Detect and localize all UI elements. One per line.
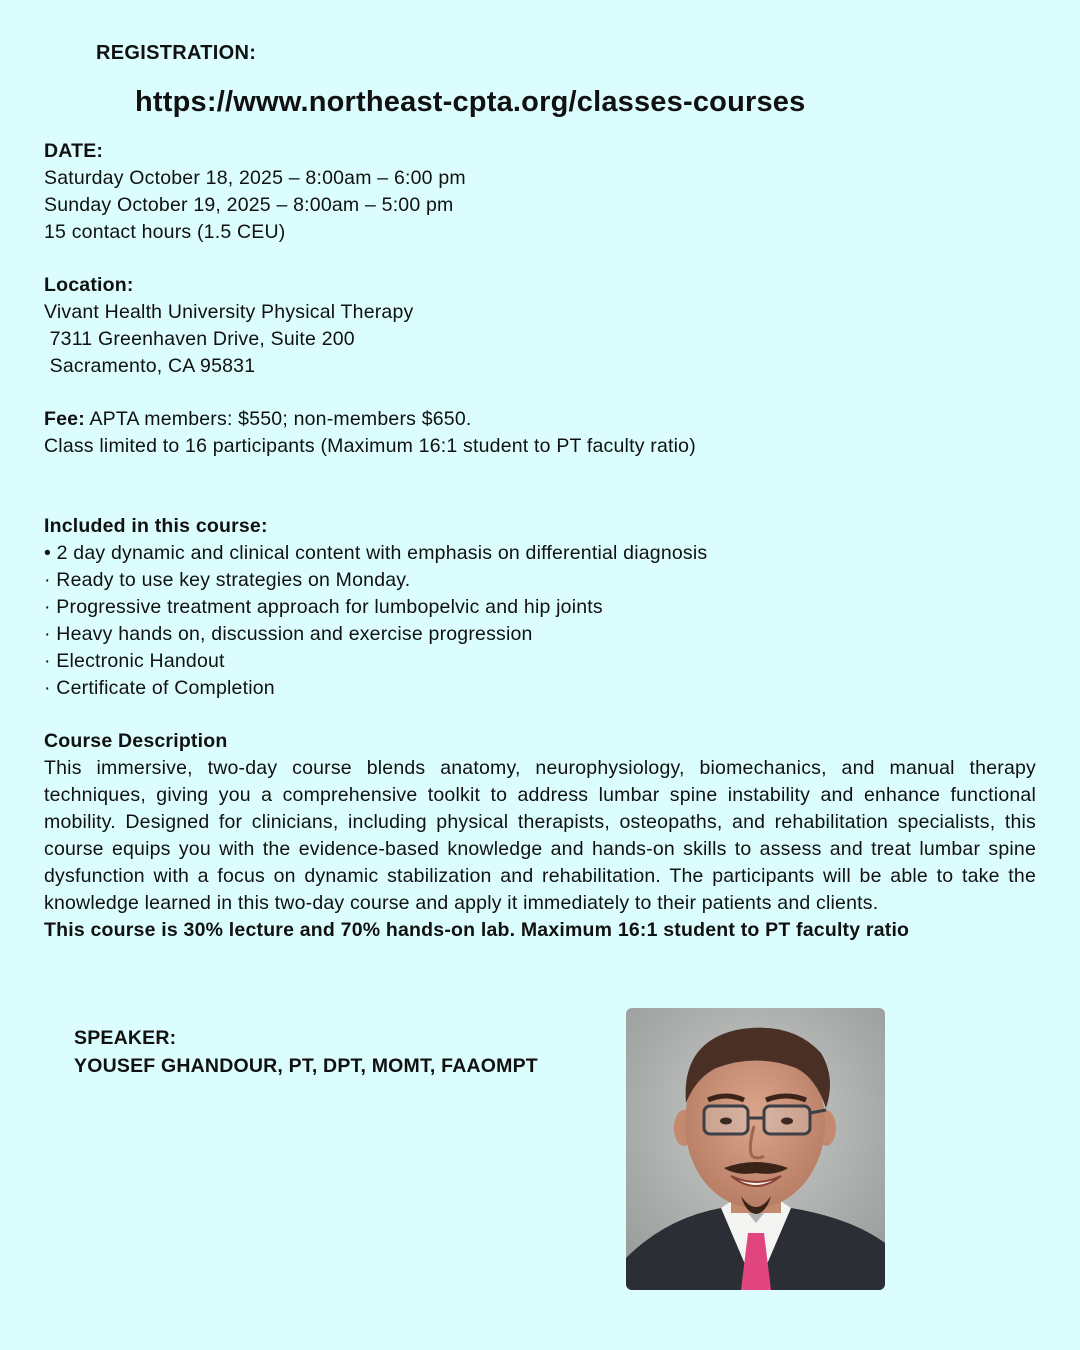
date-line: Saturday October 18, 2025 – 8:00am – 6:00 pm: [44, 167, 466, 189]
speaker-name: YOUSEF GHANDOUR, PT, DPT, MOMT, FAAOMPT: [74, 1055, 538, 1077]
registration-url[interactable]: https://www.northeast-cpta.org/classes-courses: [135, 86, 806, 118]
included-heading: Included in this course:: [44, 515, 268, 537]
speaker-label: SPEAKER:: [74, 1027, 177, 1049]
list-item: • 2 day dynamic and clinical content with emphasis on differential diagnosis: [44, 542, 708, 564]
list-item: · Electronic Handout: [44, 650, 225, 672]
description-section: [44, 728, 1036, 944]
description-body: This immersive, two-day course blends anatomy, neurophysiology, biomechanics, and manual therapy techniques, giving you a comprehensive toolkit to address lumbar spine instability and enhance functional mobility. Designed for clinicians, including physical therapists, osteopaths, and rehabilitation specialists, this course equips you with the evidence-based knowledge and hands-on skills to assess and treat lumbar spine dysfunction with a focus on dynamic stabilization and rehabilitation. The participants will be able to take the knowledge learned in this two-day course and apply it immediately to their patients and clients.: [44, 757, 1036, 914]
location-heading: Location:: [44, 274, 134, 296]
fee-heading: Fee:: [44, 408, 85, 430]
class-limit: Class limited to 16 participants (Maximum 16:1 student to PT faculty ratio): [44, 435, 696, 457]
date-line: Sunday October 19, 2025 – 8:00am – 5:00 pm: [44, 194, 454, 216]
location-line: 7311 Greenhaven Drive, Suite 200: [44, 328, 355, 350]
list-item: · Ready to use key strategies on Monday.: [44, 569, 411, 591]
description-note: This course is 30% lecture and 70% hands-on lab. Maximum 16:1 student to PT faculty ratio: [44, 919, 910, 941]
included-section: [44, 513, 707, 702]
fee-text: APTA members: $550; non-members $650.: [84, 408, 472, 430]
speaker-photo: [626, 1008, 885, 1290]
list-item: · Progressive treatment approach for lumbopelvic and hip joints: [44, 596, 603, 618]
fee-section: [44, 406, 696, 460]
registration-label: REGISTRATION:: [96, 42, 257, 64]
date-section: [44, 138, 466, 246]
contact-hours: 15 contact hours (1.5 CEU): [44, 221, 286, 243]
location-section: [44, 272, 413, 380]
location-line: Vivant Health University Physical Therapy: [44, 301, 414, 323]
description-heading: Course Description: [44, 730, 228, 752]
list-item: · Certificate of Completion: [44, 677, 275, 699]
speaker-block: [74, 1024, 538, 1080]
speaker-portrait-illustration: [626, 1008, 885, 1290]
list-item: · Heavy hands on, discussion and exercise progression: [44, 623, 533, 645]
location-line: Sacramento, CA 95831: [44, 355, 256, 377]
date-heading: DATE:: [44, 140, 104, 162]
